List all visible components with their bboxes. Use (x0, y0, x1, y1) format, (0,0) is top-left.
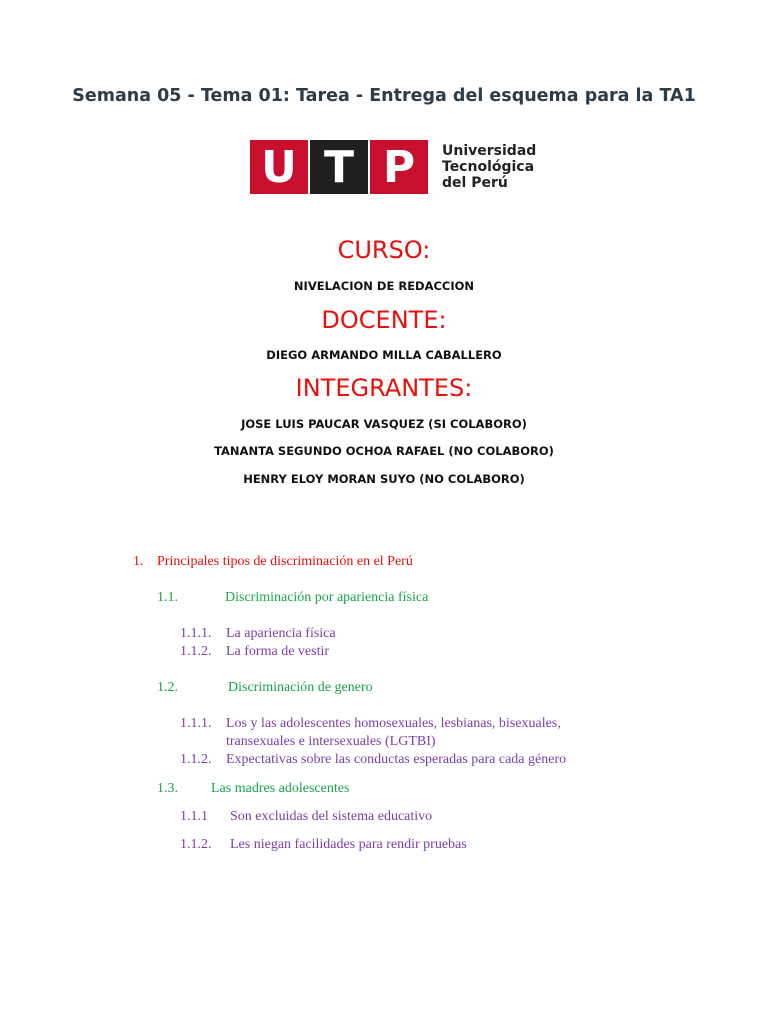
outline-text-continued: transexuales e intersexuales (LGTBI) (226, 734, 436, 749)
outline-text: Les niegan facilidades para rendir pruebas (230, 837, 467, 852)
logo-text-line-3: del Perú (442, 175, 508, 191)
outline-item-1-3-2 (0, 836, 768, 854)
outline-number: 1.1. (157, 590, 178, 605)
outline-item-1-3-1 (0, 808, 768, 826)
outline-number: 1.1.2. (180, 644, 212, 659)
document-title: Semana 05 - Tema 01: Tarea - Entrega del esquema para la TA1 (72, 86, 696, 106)
outline-number: 1. (133, 554, 144, 569)
outline-item-1-1-2 (0, 643, 768, 661)
utp-logo (250, 140, 540, 194)
outline-text: Expectativas sobre las conductas esperadas para cada género (226, 752, 567, 767)
outline-item-1-1-1 (0, 625, 768, 643)
outline-text: La apariencia física (226, 626, 336, 641)
outline-number: 1.1.1. (180, 626, 212, 641)
outline-text: Principales tipos de discriminación en el Perú (157, 554, 413, 569)
member-2: TANANTA SEGUNDO OCHOA RAFAEL (NO COLABORO) (214, 444, 554, 458)
outline-item-1 (0, 553, 768, 571)
integrantes-heading: INTEGRANTES: (295, 374, 473, 402)
curso-heading: CURSO: (337, 236, 431, 264)
logo-letter-t: T (310, 140, 368, 194)
outline-item-1-2 (0, 679, 768, 697)
outline-item-1-2-1 (0, 715, 768, 751)
outline-number: 1.3. (157, 781, 178, 796)
outline-number: 1.2. (157, 680, 178, 695)
logo-text-line-2: Tecnológica (442, 159, 535, 175)
logo-letter-p: P (370, 140, 428, 194)
outline-number: 1.1.2. (180, 837, 212, 852)
outline-text: La forma de vestir (226, 644, 330, 659)
outline-text: Discriminación de genero (228, 680, 373, 695)
outline-text: Discriminación por apariencia física (225, 590, 429, 605)
outline-text: Las madres adolescentes (211, 781, 350, 796)
outline-item-1-3 (0, 780, 768, 798)
docente-heading: DOCENTE: (321, 306, 447, 334)
outline-text: Son excluidas del sistema educativo (230, 809, 433, 824)
outline-item-1-1 (0, 589, 768, 607)
outline-number: 1.1.1. (180, 716, 212, 731)
logo-text-line-1: Universidad (442, 143, 537, 159)
outline-number: 1.1.1 (180, 809, 208, 824)
member-3: HENRY ELOY MORAN SUYO (NO COLABORO) (243, 472, 525, 486)
docente-value: DIEGO ARMANDO MILLA CABALLERO (266, 348, 502, 362)
outline-number: 1.1.2. (180, 752, 212, 767)
member-1: JOSE LUIS PAUCAR VASQUEZ (SI COLABORO) (241, 417, 527, 431)
outline-text: Los y las adolescentes homosexuales, lesbianas, bisexuales, (226, 716, 561, 731)
logo-letter-u: U (250, 140, 308, 194)
curso-value: NIVELACION DE REDACCION (293, 279, 475, 293)
outline-item-1-2-2 (0, 751, 768, 769)
